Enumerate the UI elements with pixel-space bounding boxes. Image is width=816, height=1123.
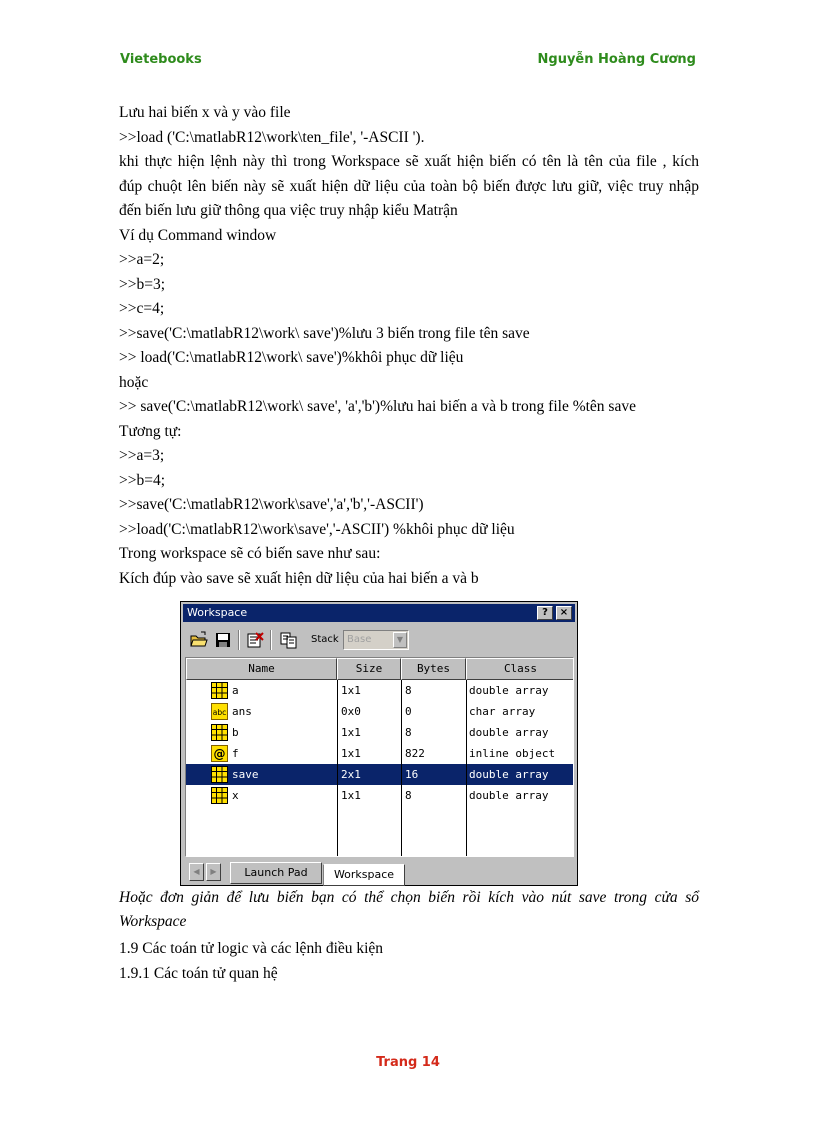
column-header-class[interactable]: Class <box>466 658 574 680</box>
body-line: >>save('C:\matlabR12\work\ save')%lưu 3 biến trong file tên save <box>119 324 530 342</box>
variable-class: inline object <box>469 747 556 760</box>
body-line: Trong workspace sẽ có biến save như sau: <box>119 545 381 562</box>
delete-icon[interactable] <box>245 630 265 650</box>
body-line: >> save('C:\matlabR12\work\ save', 'a','b')%lưu hai biến a và b trong file %tên save <box>119 398 636 415</box>
column-divider <box>401 680 402 857</box>
variable-name: ans <box>232 705 252 718</box>
variable-bytes: 8 <box>405 726 412 739</box>
body-line: >> load('C:\matlabR12\work\ save')%khôi phục dữ liệu <box>119 349 464 366</box>
variable-name: a <box>232 684 239 697</box>
section-heading: 1.9.1 Các toán tử quan hệ <box>119 965 278 982</box>
open-folder-icon[interactable] <box>189 630 209 650</box>
column-header-size[interactable]: Size <box>337 658 401 680</box>
matrix-icon <box>211 766 228 783</box>
table-row[interactable] <box>186 743 574 764</box>
svg-text:@: @ <box>213 747 226 761</box>
table-row[interactable] <box>186 701 574 722</box>
matrix-icon <box>211 787 228 804</box>
variable-bytes: 8 <box>405 684 412 697</box>
body-line: Lưu hai biến x và y vào file <box>119 104 291 121</box>
column-divider <box>337 680 338 857</box>
page-number: Trang 14 <box>376 1055 440 1070</box>
body-line: Kích đúp vào save sẽ xuất hiện dữ liệu của hai biến a và b <box>119 569 479 587</box>
stack-dropdown[interactable] <box>343 630 409 650</box>
import-data-icon[interactable] <box>279 630 299 650</box>
toolbar-separator <box>238 630 240 650</box>
body-line: >>c=4; <box>119 300 165 317</box>
window-title: Workspace <box>187 606 248 619</box>
body-line: >>a=2; <box>119 251 165 268</box>
char-array-icon <box>211 703 228 720</box>
table-row[interactable] <box>186 785 574 806</box>
variable-size: 2x1 <box>341 768 361 781</box>
tab-workspace[interactable]: Workspace <box>323 864 405 886</box>
variable-name: b <box>232 726 239 739</box>
svg-text:abc: abc <box>212 708 227 717</box>
variable-size: 1x1 <box>341 789 361 802</box>
variable-size: 1x1 <box>341 726 361 739</box>
body-line: đúp chuột lên biến này sẽ xuất hiện dữ liệu của toàn bộ biến được lưu giữ, việc truy nhập <box>119 177 699 195</box>
variable-bytes: 822 <box>405 747 425 760</box>
body-line: >>save('C:\matlabR12\work\save','a','b','-ASCII') <box>119 496 424 513</box>
header-left: Vietebooks <box>120 52 202 67</box>
variable-size: 0x0 <box>341 705 361 718</box>
stack-value: Base <box>347 634 372 645</box>
figure-caption <box>119 886 699 934</box>
caption-line: Hoặc đơn giản để lưu biến bạn có thể chọn biến rồi kích vào nút save trong cửa sổ <box>119 889 699 906</box>
variable-size: 1x1 <box>341 747 361 760</box>
body-line: hoặc <box>119 373 149 391</box>
body-line: >>load ('C:\matlabR12\work\ten_file', '-ASCII '). <box>119 128 425 146</box>
variable-class: double array <box>469 768 549 781</box>
variables-table <box>185 657 574 857</box>
body-line: >>load('C:\matlabR12\work\save','-ASCII') %khôi phục dữ liệu <box>119 520 515 538</box>
variable-name: save <box>232 768 259 781</box>
matrix-icon <box>211 724 228 741</box>
body-line: đến biến lưu giữ thông qua việc truy nhập kiểu Matrận <box>119 202 458 219</box>
variable-class: double array <box>469 726 549 739</box>
help-button[interactable]: ? <box>537 606 553 620</box>
column-divider <box>466 680 467 857</box>
table-row[interactable] <box>186 722 574 743</box>
variable-class: double array <box>469 789 549 802</box>
object-icon <box>211 745 228 762</box>
stack-label: Stack <box>311 634 339 645</box>
section-heading: 1.9 Các toán tử logic và các lệnh điều kiện <box>119 940 384 957</box>
variable-bytes: 0 <box>405 705 412 718</box>
table-row[interactable] <box>186 680 574 701</box>
workspace-window <box>180 601 578 886</box>
variable-name: x <box>232 789 239 802</box>
variable-bytes: 16 <box>405 768 419 781</box>
toolbar-separator <box>270 630 272 650</box>
toolbar <box>183 626 575 654</box>
body-line: >>b=4; <box>119 471 166 489</box>
close-button[interactable]: × <box>556 606 572 620</box>
body-text <box>119 101 699 591</box>
caption-line: Workspace <box>119 913 187 930</box>
body-line: Ví dụ Command window <box>119 226 277 244</box>
tab-bar <box>185 860 574 885</box>
window-titlebar[interactable] <box>183 604 575 622</box>
table-row[interactable] <box>186 764 574 785</box>
column-header-bytes[interactable]: Bytes <box>401 658 466 680</box>
tab-scroll-right-button[interactable]: ▶ <box>206 863 221 881</box>
body-line: >>a=3; <box>119 447 165 464</box>
chevron-down-icon[interactable]: ▼ <box>393 632 407 648</box>
save-icon[interactable] <box>213 630 233 650</box>
header-right: Nguyễn Hoàng Cương <box>537 52 696 67</box>
tab-launch-pad[interactable]: Launch Pad <box>230 862 322 884</box>
section-headings <box>119 936 383 986</box>
column-divider <box>573 680 574 857</box>
variable-size: 1x1 <box>341 684 361 697</box>
body-line: Tương tự: <box>119 422 182 440</box>
body-line: khi thực hiện lệnh này thì trong Workspace sẽ xuất hiện biến có tên là tên của file , kích <box>119 153 699 170</box>
variable-bytes: 8 <box>405 789 412 802</box>
column-header-name[interactable]: Name <box>186 658 337 680</box>
variable-class: char array <box>469 705 536 718</box>
body-line: >>b=3; <box>119 275 166 293</box>
tab-scroll-left-button[interactable]: ◀ <box>189 863 204 881</box>
matrix-icon <box>211 682 228 699</box>
variable-name: f <box>232 747 239 760</box>
variable-class: double array <box>469 684 549 697</box>
